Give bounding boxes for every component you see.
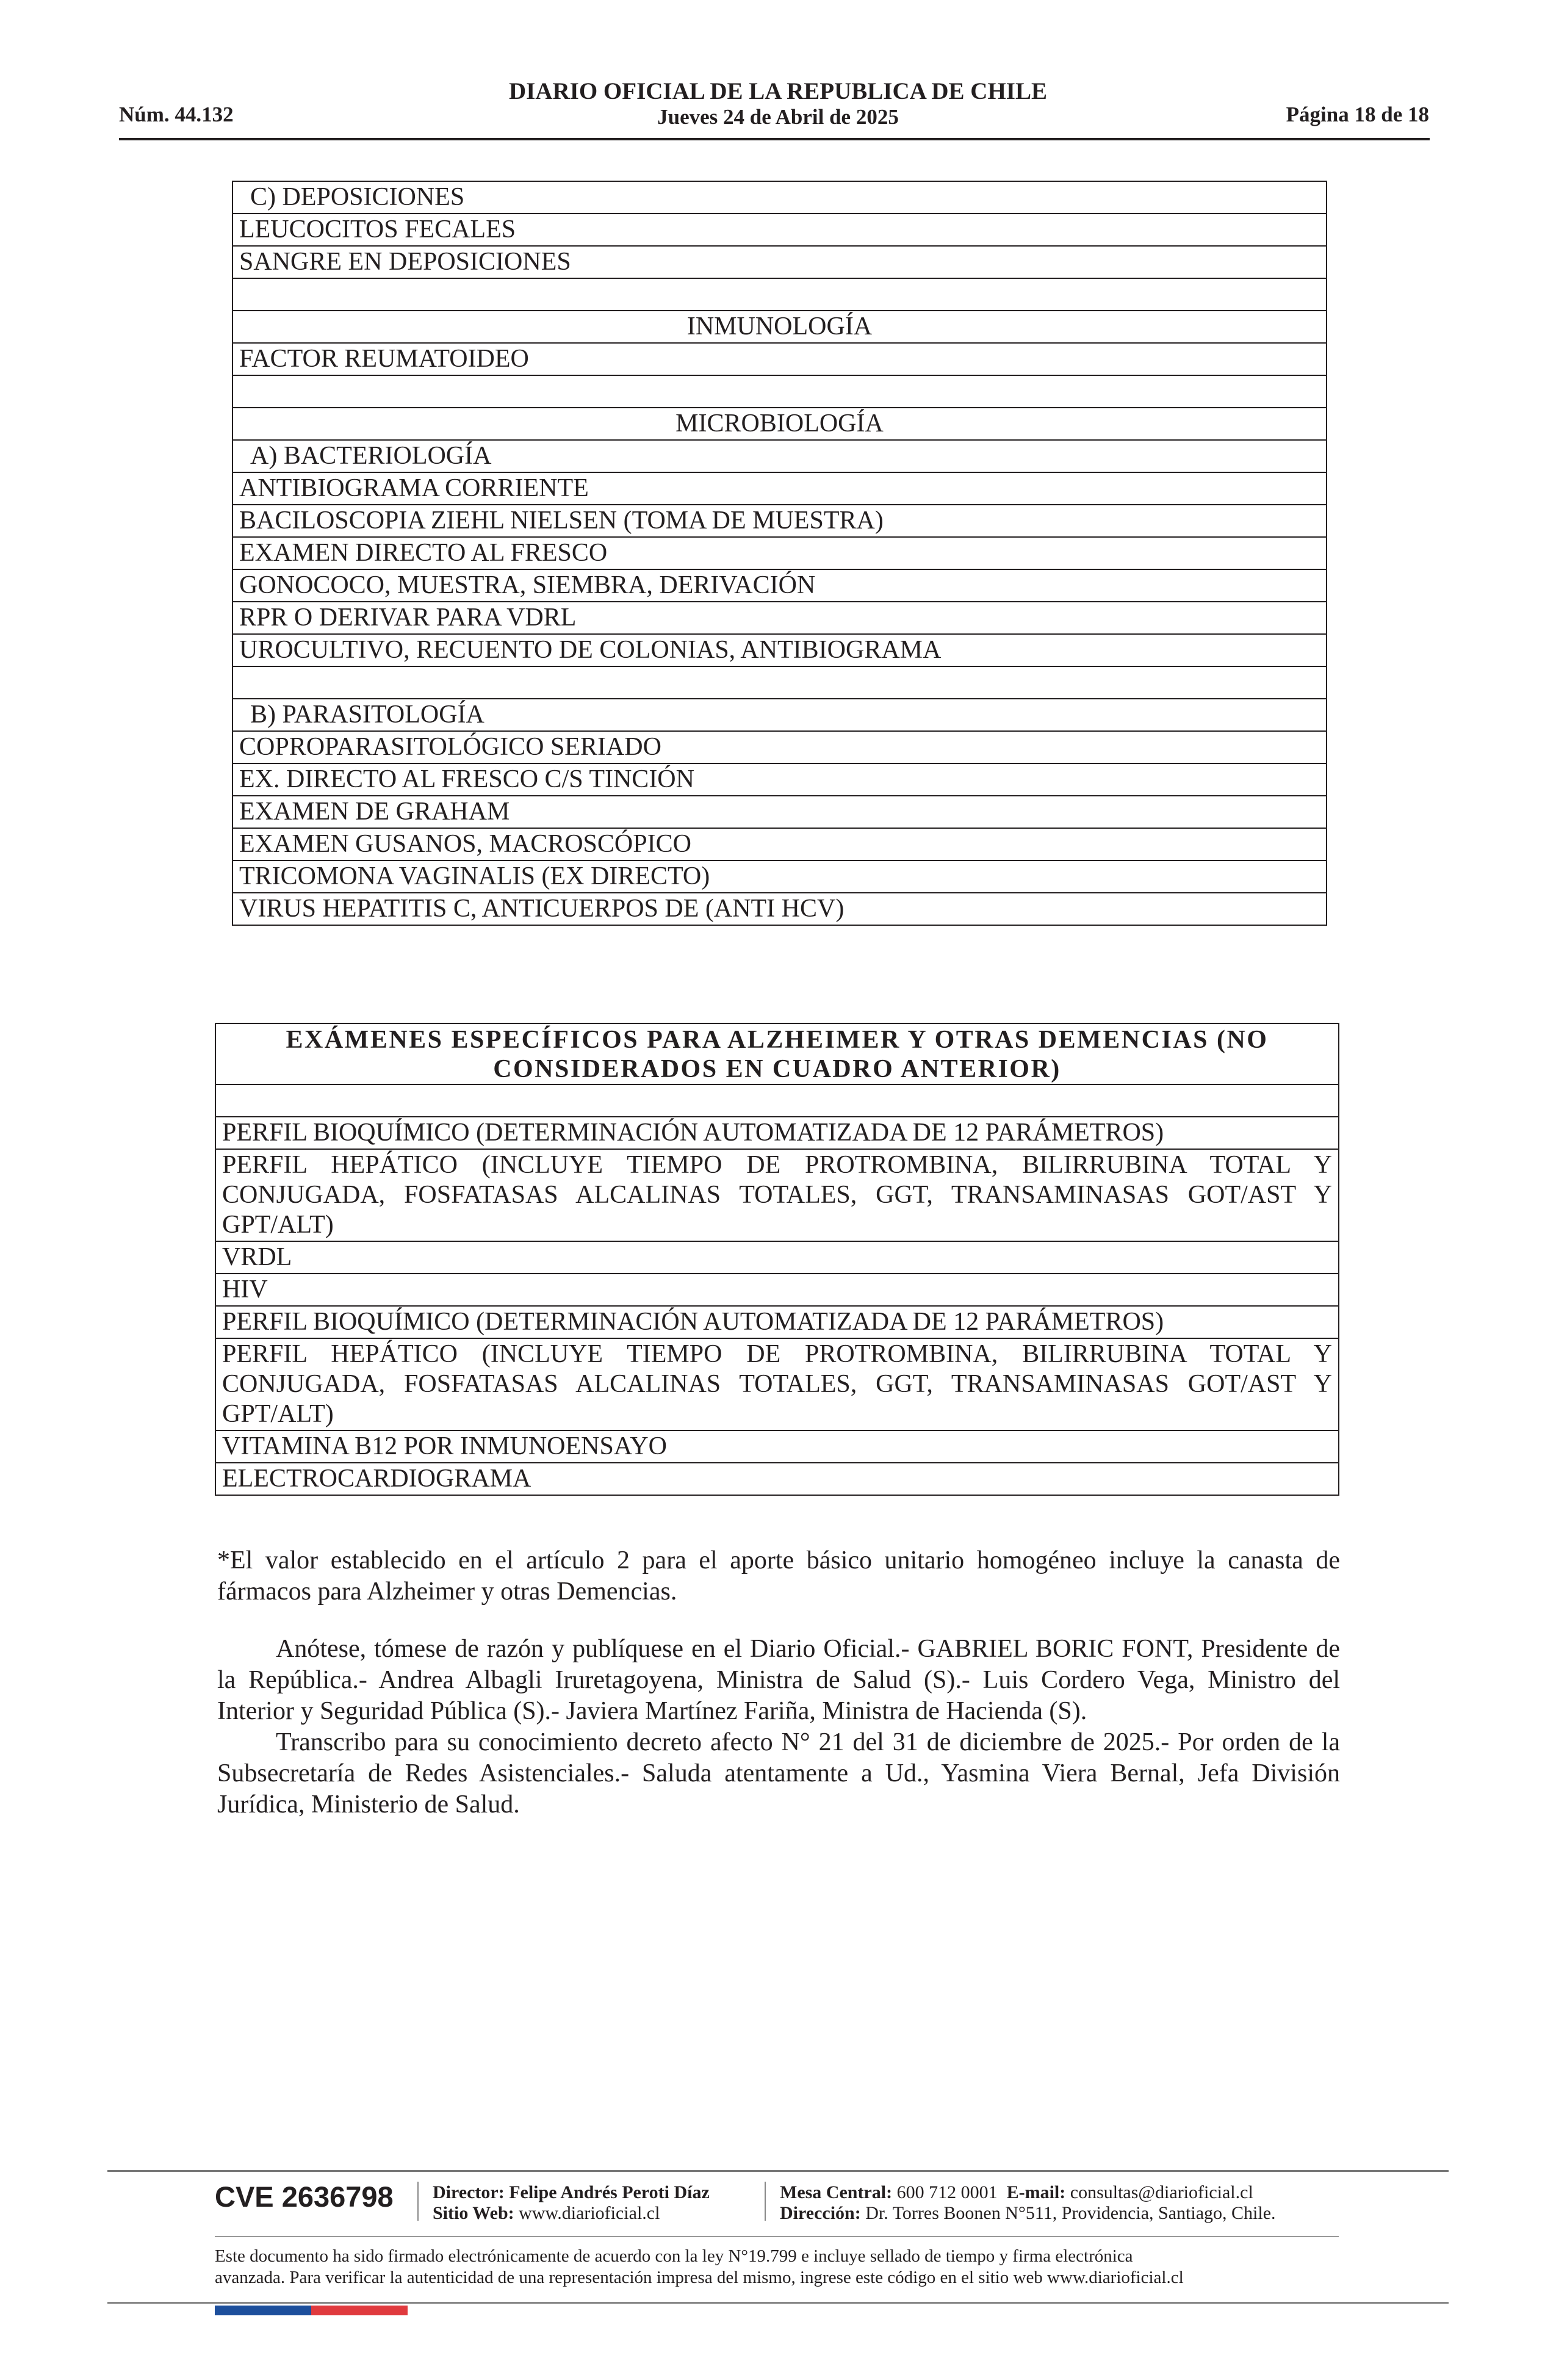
table-row bbox=[215, 1430, 1339, 1463]
table-row bbox=[232, 537, 1327, 569]
empty-table-cell bbox=[232, 278, 1327, 311]
director-name: Felipe Andrés Peroti Díaz bbox=[509, 2182, 710, 2202]
header-divider bbox=[119, 138, 1430, 140]
table-row bbox=[232, 505, 1327, 537]
table-cell: EX. DIRECTO AL FRESCO C/S TINCIÓN bbox=[232, 763, 1327, 796]
table-row bbox=[215, 1338, 1339, 1430]
flag-bar-blue bbox=[215, 2306, 311, 2315]
table-cell: TRICOMONA VAGINALIS (EX DIRECTO) bbox=[232, 860, 1327, 893]
table-heading-line-2: CONSIDERADOS EN CUADRO ANTERIOR) bbox=[493, 1055, 1061, 1083]
table-row bbox=[232, 828, 1327, 860]
table-row bbox=[232, 311, 1327, 343]
table-row bbox=[232, 634, 1327, 666]
table-heading-line-1: EXÁMENES ESPECÍFICOS PARA ALZHEIMER Y OTRAS DEMENCIAS (NO bbox=[286, 1026, 1269, 1054]
table-cell: EXAMEN DIRECTO AL FRESCO bbox=[232, 537, 1327, 569]
table-cell: B) PARASITOLOGÍA bbox=[232, 699, 1327, 731]
footer-director-block bbox=[433, 2182, 710, 2224]
table-cell: INMUNOLOGÍA bbox=[232, 311, 1327, 343]
phone-number: 600 712 0001 bbox=[896, 2182, 998, 2202]
table-row bbox=[215, 1463, 1339, 1495]
table-row bbox=[232, 860, 1327, 893]
table-cell: PERFIL HEPÁTICO (INCLUYE TIEMPO DE PROTROMBINA, BILIRRUBINA TOTAL Y CONJUGADA, FOSFATASAS ALCALINAS TOTALES, GGT, TRANSAMINASAS GOT/AST Y GPT/ALT) bbox=[215, 1149, 1339, 1241]
table-cell: A) BACTERIOLOGÍA bbox=[232, 440, 1327, 472]
table-heading-cell bbox=[215, 1023, 1339, 1084]
table-row bbox=[232, 246, 1327, 278]
table-row bbox=[232, 181, 1327, 214]
signature-text: Anótese, tómese de razón y publíquese en el Diario Oficial.- GABRIEL BORIC FONT, Presidente de la República.- Andrea Albagli Iruretagoyena, Ministra de Salud (S).- Luis Cordero Vega, Ministro del Interior y Seguridad Pública (S).- Javiera Martínez Fariña, Ministra de Hacienda (S). bbox=[217, 1635, 1340, 1725]
footer-contact-block bbox=[780, 2182, 1276, 2224]
table-cell: VRDL bbox=[215, 1241, 1339, 1274]
address-label: Dirección: bbox=[780, 2203, 861, 2223]
email-label: E-mail: bbox=[1006, 2182, 1066, 2202]
footnote: *El valor establecido en el artículo 2 para el aporte básico unitario homogéneo incluye la canasta de fármacos para Alzheimer y otras Demencias. bbox=[217, 1546, 1340, 1606]
footer-divider-mid bbox=[215, 2236, 1339, 2237]
table-row bbox=[232, 796, 1327, 828]
table-cell: FACTOR REUMATOIDEO bbox=[232, 343, 1327, 375]
table-cell: BACILOSCOPIA ZIEHL NIELSEN (TOMA DE MUESTRA) bbox=[232, 505, 1327, 537]
table-cell: UROCULTIVO, RECUENTO DE COLONIAS, ANTIBIOGRAMA bbox=[232, 634, 1327, 666]
table-row bbox=[232, 666, 1327, 699]
table-cell: SANGRE EN DEPOSICIONES bbox=[232, 246, 1327, 278]
table-row bbox=[232, 699, 1327, 731]
issue-number: Núm. 44.132 bbox=[119, 103, 234, 126]
cve-code: CVE 2636798 bbox=[215, 2180, 394, 2213]
page-number: Página 18 de 18 bbox=[1286, 103, 1429, 126]
footer-divider-top bbox=[107, 2170, 1449, 2172]
table-cell: C) DEPOSICIONES bbox=[232, 181, 1327, 214]
legal-notice-line-1: Este documento ha sido firmado electrónicamente de acuerdo con la ley N°19.799 e incluye sellado de tiempo y firma electrónica bbox=[215, 2246, 1133, 2266]
footer-separator bbox=[765, 2182, 766, 2221]
table-row bbox=[232, 472, 1327, 505]
director-label: Director: bbox=[433, 2182, 505, 2202]
table-row bbox=[215, 1274, 1339, 1306]
website-link[interactable]: www.diarioficial.cl bbox=[519, 2203, 660, 2223]
email-link[interactable]: consultas@diarioficial.cl bbox=[1070, 2182, 1253, 2202]
table-row bbox=[215, 1117, 1339, 1149]
table-row bbox=[215, 1306, 1339, 1338]
table-cell: EXAMEN GUSANOS, MACROSCÓPICO bbox=[232, 828, 1327, 860]
table-cell: MICROBIOLOGÍA bbox=[232, 408, 1327, 440]
issue-date: Jueves 24 de Abril de 2025 bbox=[657, 105, 899, 129]
signature-paragraph bbox=[217, 1634, 1340, 1727]
table-header-row bbox=[215, 1023, 1339, 1084]
flag-bar-red bbox=[311, 2306, 408, 2315]
alzheimer-exams-table bbox=[215, 1023, 1339, 1496]
table-cell: PERFIL BIOQUÍMICO (DETERMINACIÓN AUTOMATIZADA DE 12 PARÁMETROS) bbox=[215, 1117, 1339, 1149]
address-text: Dr. Torres Boonen N°511, Providencia, Santiago, Chile. bbox=[865, 2203, 1276, 2223]
footer-divider-bottom bbox=[107, 2302, 1449, 2304]
table-row bbox=[215, 1149, 1339, 1241]
footer-separator bbox=[417, 2182, 419, 2221]
table-cell: PERFIL BIOQUÍMICO (DETERMINACIÓN AUTOMATIZADA DE 12 PARÁMETROS) bbox=[215, 1306, 1339, 1338]
table-cell: LEUCOCITOS FECALES bbox=[232, 214, 1327, 246]
empty-table-cell bbox=[232, 666, 1327, 699]
legal-notice bbox=[215, 2246, 1350, 2288]
table-row bbox=[232, 893, 1327, 925]
transcription-text: Transcribo para su conocimiento decreto afecto N° 21 del 31 de diciembre de 2025.- Por orden de la Subsecretaría de Redes Asistenciales.- Saluda atentamente a Ud., Yasmina Viera Bernal, Jefa División Jurídica, Ministerio de Salud. bbox=[217, 1728, 1340, 1819]
table-cell: VIRUS HEPATITIS C, ANTICUERPOS DE (ANTI HCV) bbox=[232, 893, 1327, 925]
legal-notice-line-2: avanzada. Para verificar la autenticidad de una representación impresa del mismo, ingrese este código en el sitio web www.diarioficial.cl bbox=[215, 2268, 1184, 2287]
table-row bbox=[232, 375, 1327, 408]
table-cell: VITAMINA B12 POR INMUNOENSAYO bbox=[215, 1430, 1339, 1463]
table-cell: EXAMEN DE GRAHAM bbox=[232, 796, 1327, 828]
table-cell: GONOCOCO, MUESTRA, SIEMBRA, DERIVACIÓN bbox=[232, 569, 1327, 602]
table-row bbox=[232, 278, 1327, 311]
newspaper-title: DIARIO OFICIAL DE LA REPUBLICA DE CHILE bbox=[508, 78, 1047, 104]
table-row bbox=[232, 214, 1327, 246]
table-row bbox=[232, 408, 1327, 440]
table-row bbox=[232, 440, 1327, 472]
table-cell: RPR O DERIVAR PARA VDRL bbox=[232, 602, 1327, 634]
table-row bbox=[232, 731, 1327, 763]
website-label: Sitio Web: bbox=[433, 2203, 514, 2223]
transcription-paragraph bbox=[217, 1727, 1340, 1820]
table-cell: ANTIBIOGRAMA CORRIENTE bbox=[232, 472, 1327, 505]
table-row bbox=[232, 343, 1327, 375]
empty-table-cell bbox=[232, 375, 1327, 408]
table-row bbox=[232, 763, 1327, 796]
table-row bbox=[232, 602, 1327, 634]
table-cell: PERFIL HEPÁTICO (INCLUYE TIEMPO DE PROTROMBINA, BILIRRUBINA TOTAL Y CONJUGADA, FOSFATASAS ALCALINAS TOTALES, GGT, TRANSAMINASAS GOT/AST Y GPT/ALT) bbox=[215, 1338, 1339, 1430]
table-row bbox=[215, 1084, 1339, 1117]
table-cell: COPROPARASITOLÓGICO SERIADO bbox=[232, 731, 1327, 763]
table-row bbox=[232, 569, 1327, 602]
table-cell: ELECTROCARDIOGRAMA bbox=[215, 1463, 1339, 1495]
empty-table-cell bbox=[215, 1084, 1339, 1117]
exam-list-table bbox=[232, 181, 1327, 926]
table-cell: HIV bbox=[215, 1274, 1339, 1306]
table-row bbox=[215, 1241, 1339, 1274]
phone-label: Mesa Central: bbox=[780, 2182, 893, 2202]
